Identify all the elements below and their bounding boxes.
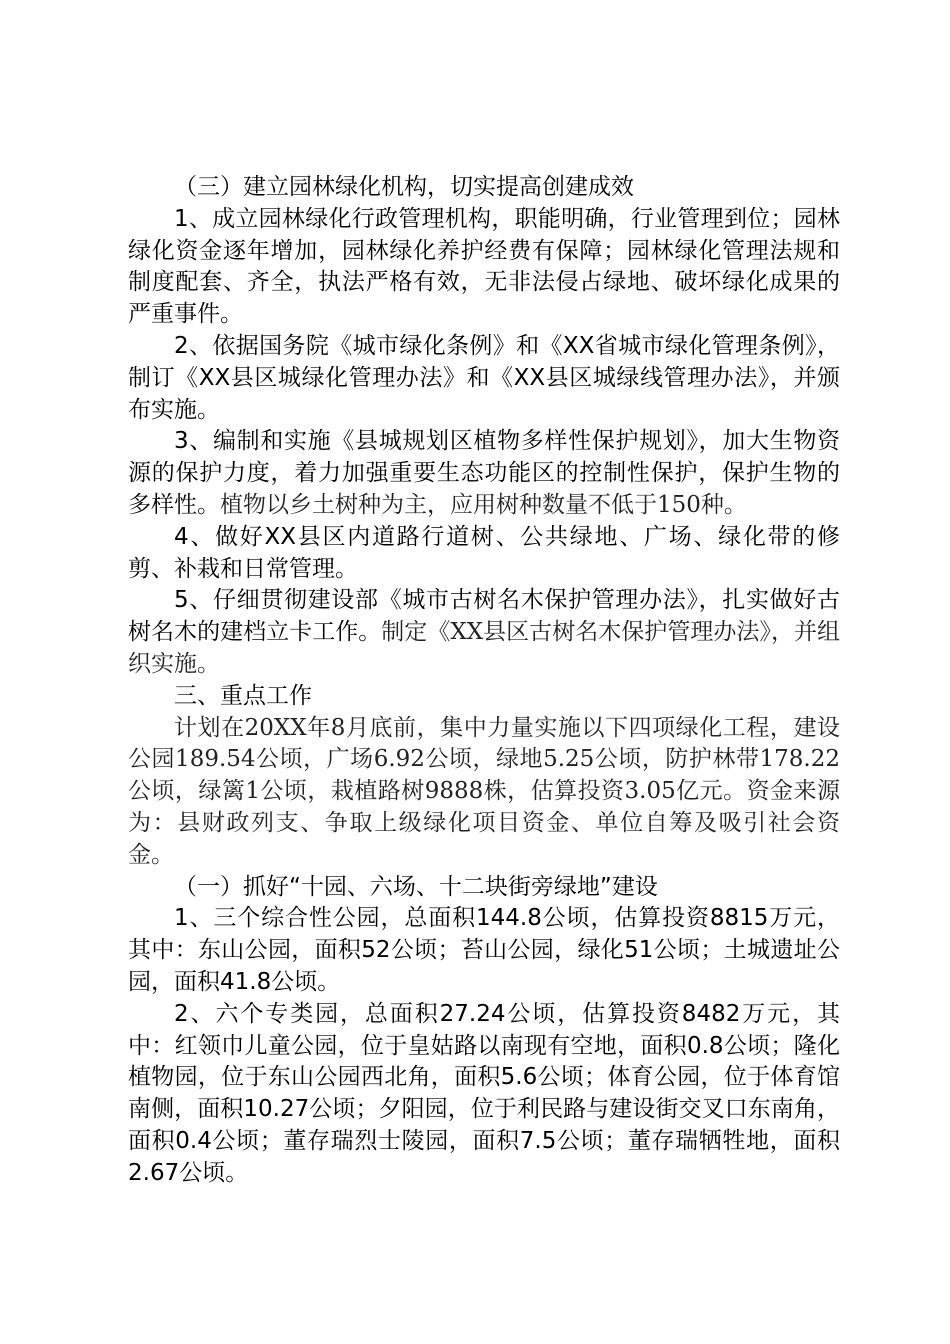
section-heading: （三）建立园林绿化机构，切实提高创建成效 (174, 174, 634, 200)
subsection-heading: （一）抓好“十园、六场、十二块街旁绿地”建设 (174, 873, 658, 900)
document-page (128, 172, 840, 1190)
paragraph-park-item-2: 2、六个专类园，总面积27.24公顷，估算投资8482万元，其中：红领巾儿童公园，位于皇姑路以南现有空地，面积0.8公顷；隆化植物园，位于东山公园西北角，面积5.6公顷；体育公园，位于体育馆南侧，面积10.27公顷；夕阳园，位于利民路与建设街交叉口东南角，面积0.4公顷；董存瑞烈士陵园，面积7.5公顷；董存瑞牺牲地，面积2.67公顷。 (128, 1000, 840, 1186)
paragraph-item-5-tail: 制定《XX县区古树名木保护管理办法》，并组织实施。 (128, 619, 841, 677)
paragraph-item-3-main: 3、编制和实施《县城规划区植物多样性保护规划》，加大生物资源的保护力度，着力加强重要生态功能区的控制性保护，保护生物的多样性。 (128, 428, 840, 518)
paragraph-item-3-tail: 植物以乡土树种为主，应用树种数量不低于150种。 (220, 491, 747, 518)
paragraph-item-5-main: 5、仔细贯彻建设部《城市古树名木保护管理办法》，扎实做好古树名木的建档立卡工作。 (128, 587, 840, 646)
paragraph-item-2: 2、依据国务院《城市绿化条例》和《XX省城市绿化管理条例》，制订《XX县区城绿化管理办法》和《XX县区城绿线管理办法》，并颁布实施。 (128, 332, 840, 423)
paragraph-item-1: 1、成立园林绿化行政管理机构，职能明确，行业管理到位；园林绿化资金逐年增加，园林绿化养护经费有保障；园林绿化管理法规和制度配套、齐全，执法严格有效，无非法侵占绿地、破坏绿化成果的严重事件。 (128, 205, 840, 328)
key-work-heading: 三、重点工作 (174, 682, 312, 709)
paragraph-item-4: 4、做好XX县区内道路行道树、公共绿地、广场、绿化带的修剪、补栽和日常管理。 (128, 523, 840, 582)
paragraph-park-item-1: 1、三个综合性公园，总面积144.8公顷，估算投资8815万元，其中：东山公园，面积52公顷；苔山公园，绿化51公顷；土城遗址公园，面积41.8公顷。 (128, 905, 840, 995)
plan-paragraph: 计划在20XX年8月底前，集中力量实施以下四项绿化工程，建设公园189.54公顷，广场6.92公顷，绿地5.25公顷，防护林带178.22公顷，绿篱1公顷，栽植路树9888株，估算投资3.05亿元。资金来源为：县财政列支、争取上级绿化项目资金、单位自筹及吸引社会资金。 (128, 714, 840, 868)
paragraph-item-3 (128, 426, 840, 521)
paragraph-item-5 (128, 585, 840, 680)
